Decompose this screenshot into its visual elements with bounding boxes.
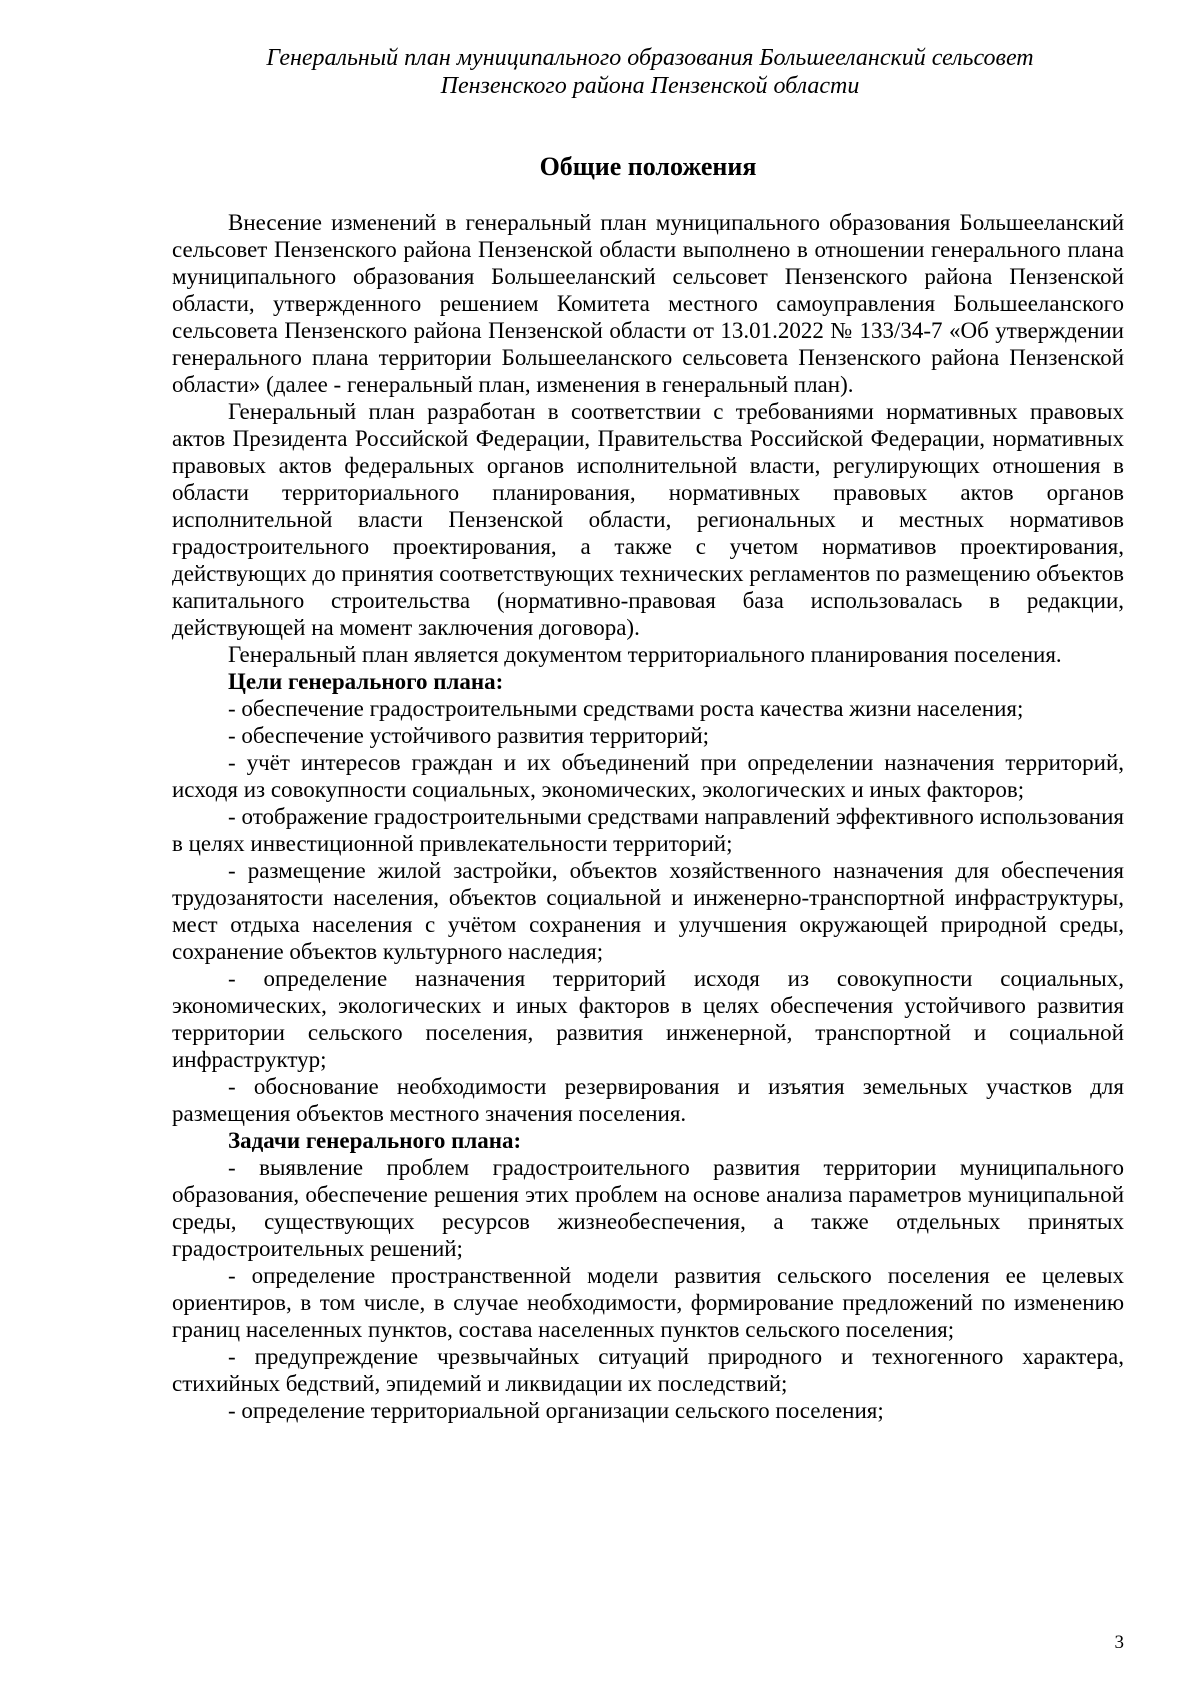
goal-item: - учёт интересов граждан и их объединений при определении назначения территорий, исходя из совокупности социальных, экономических, экологических и иных факторов;: [172, 750, 1124, 802]
paragraph-amendments: Внесение изменений в генеральный план муниципального образования Большееланский сельсовет Пензенского района Пензенской области выполнено в отношении генерального плана муниципального образования Большееланский сельсовет Пензенского района Пензенской области, утвержденного решением Комитета местного самоуправления Большееланского сельсовета Пензенского района Пензенской области от 13.01.2022 № 133/34-7 «Об утверждении генерального плана территории Большееланского сельсовета Пензенского района Пензенской области» (далее - генеральный план, изменения в генеральный план).: [172, 210, 1124, 397]
page-number: 3: [1114, 1632, 1124, 1653]
paragraph-document-status: Генеральный план является документом территориального планирования поселения.: [228, 642, 1062, 667]
header-line-1: Генеральный план муниципального образования Большееланский сельсовет: [266, 45, 1034, 71]
goal-item: - обеспечение градостроительными средствами роста качества жизни населения;: [228, 696, 1024, 721]
task-item: - предупреждение чрезвычайных ситуаций природного и техногенного характера, стихийных бедствий, эпидемий и ликвидации их последствий;: [172, 1344, 1124, 1396]
goals-heading: Цели генерального плана:: [228, 669, 504, 694]
goal-item: - отображение градостроительными средствами направлений эффективного использования в целях инвестиционной привлекательности территорий;: [172, 804, 1124, 856]
paragraph-legal-basis: Генеральный план разработан в соответствии с требованиями нормативных правовых актов Президента Российской Федерации, Правительства Российской Федерации, нормативных правовых актов федеральных органов исполнительной власти, регулирующих отношения в области территориального планирования, нормативных правовых актов органов исполнительной власти Пензенской области, региональных и местных нормативов градостроительного проектирования, а также с учетом нормативов проектирования, действующих до принятия соответствующих технических регламентов по размещению объектов капитального строительства (нормативно-правовая база использовалась в редакции, действующей на момент заключения договора).: [172, 399, 1124, 640]
document-body: [172, 209, 1124, 1424]
goal-item: - обеспечение устойчивого развития территорий;: [228, 723, 710, 748]
running-header: [200, 44, 1100, 100]
section-title: Общие положения: [539, 152, 757, 181]
goal-item: - обоснование необходимости резервирования и изъятия земельных участков для размещения объектов местного значения поселения.: [172, 1074, 1124, 1126]
task-item: - выявление проблем градостроительного развития территории муниципального образования, обеспечение решения этих проблем на основе анализа параметров муниципальной среды, существующих ресурсов жизнеобеспечения, а также отдельных принятых градостроительных решений;: [172, 1155, 1124, 1261]
goal-item: - определение назначения территорий исходя из совокупности социальных, экономических, экологических и иных факторов в целях обеспечения устойчивого развития территории сельского поселения, развития инженерной, транспортной и социальной инфраструктур;: [172, 966, 1124, 1072]
task-item: - определение пространственной модели развития сельского поселения ее целевых ориентиров, в том числе, в случае необходимости, формирование предложений по изменению границ населенных пунктов, состава населенных пунктов сельского поселения;: [172, 1263, 1124, 1342]
goal-item: - размещение жилой застройки, объектов хозяйственного назначения для обеспечения трудозанятости населения, объектов социальной и инженерно-транспортной инфраструктуры, мест отдыха населения с учётом сохранения и улучшения окружающей природной среды, сохранение объектов культурного наследия;: [172, 858, 1124, 964]
tasks-heading: Задачи генерального плана:: [228, 1128, 522, 1153]
header-line-2: Пензенского района Пензенской области: [440, 73, 860, 99]
task-item: - определение территориальной организации сельского поселения;: [228, 1398, 884, 1423]
